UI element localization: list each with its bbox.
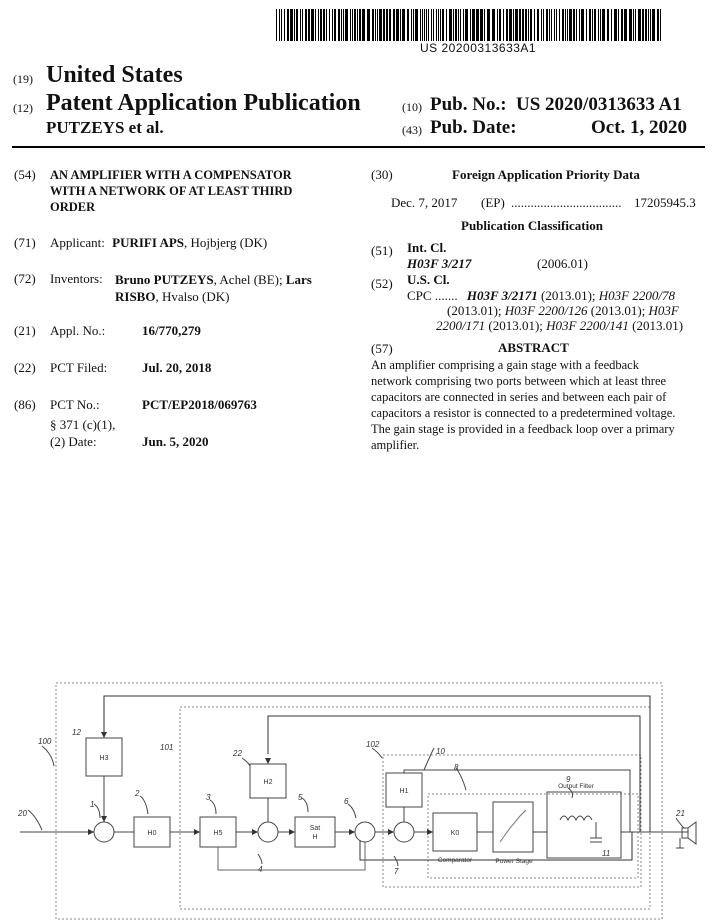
label-comparator: Comparator xyxy=(437,857,473,864)
abstract-body: An amplifier comprising a gain stage with a feedback network comprising two ports between which at least three capacitors are connected in series and between each pair of capacitors a resistor is connected to a predetermined voltage. The gain stage is provided in a feedback loop over a primary amplifier. xyxy=(371,358,676,452)
header-rule xyxy=(12,146,705,148)
ref-21: 21 xyxy=(676,809,685,818)
label-h2: H2 xyxy=(263,779,273,786)
ref-100: 100 xyxy=(38,737,52,746)
pub-no-label: Pub. No.: xyxy=(430,94,507,115)
ref-102: 102 xyxy=(366,740,380,749)
code-10: (10) xyxy=(402,100,422,114)
summing-node-6 xyxy=(355,822,375,842)
ref-8: 8 xyxy=(454,763,459,772)
pct-no-label: PCT No.: xyxy=(50,397,100,412)
label-sat: Sat xyxy=(309,825,321,832)
barcode xyxy=(276,9,662,41)
priority-dots: .................................. xyxy=(511,195,622,210)
invention-title: AN AMPLIFIER WITH A COMPENSATOR WITH A NETWORK OF AT LEAST THIRD ORDER xyxy=(50,168,293,214)
summing-node-1 xyxy=(94,822,114,842)
code-71: (71) xyxy=(14,235,36,250)
s371-date: Jun. 5, 2020 xyxy=(142,434,209,449)
label-power-stage: Power Stage xyxy=(495,858,533,865)
label-sat-h: H xyxy=(312,834,318,841)
block-diagram xyxy=(0,670,717,922)
code-12: (12) xyxy=(13,101,33,115)
ref-4: 4 xyxy=(258,865,263,874)
ref-2: 2 xyxy=(135,789,140,798)
ref-5: 5 xyxy=(298,793,303,802)
priority-date: Dec. 7, 2017 xyxy=(391,195,458,210)
barcode-number: US 20200313633A1 xyxy=(420,41,537,55)
ref-1: 1 xyxy=(90,800,95,809)
code-43: (43) xyxy=(402,123,422,137)
code-57: (57) xyxy=(371,341,393,356)
label-h3: H3 xyxy=(99,755,109,762)
us-cl-label: U.S. Cl. xyxy=(407,272,450,287)
cpc-line-1: CPC ....... H03F 3/2171 (2013.01); H03F 2200/78 xyxy=(407,288,675,303)
label-h0: H0 xyxy=(147,830,157,837)
pct-filed: Jul. 20, 2018 xyxy=(142,360,212,375)
ref-10: 10 xyxy=(436,747,445,756)
speaker-icon xyxy=(682,828,688,838)
label-k0: K0 xyxy=(450,830,460,837)
int-cl-year: (2006.01) xyxy=(537,256,588,271)
ref-20: 20 xyxy=(18,809,27,818)
summing-node-7 xyxy=(394,822,414,842)
inventors: Bruno PUTZEYS, Achel (BE); Lars RISBO, Hvalso (DK) xyxy=(115,272,312,304)
ref-3: 3 xyxy=(206,793,211,802)
code-52: (52) xyxy=(371,276,393,291)
ref-7: 7 xyxy=(394,867,399,876)
block-sat xyxy=(295,817,335,847)
int-cl-label: Int. Cl. xyxy=(407,240,447,255)
cpc-line-3: 2200/171 (2013.01); H03F 2200/141 (2013.01) xyxy=(436,318,684,333)
code-72: (72) xyxy=(14,271,36,286)
code-22: (22) xyxy=(14,360,36,375)
code-19: (19) xyxy=(13,72,33,86)
frame-101 xyxy=(180,707,650,909)
pct-filed-label: PCT Filed: xyxy=(50,360,108,375)
pct-no: PCT/EP2018/069763 xyxy=(142,397,257,412)
code-86: (86) xyxy=(14,397,36,412)
s371-line1: § 371 (c)(1), xyxy=(50,417,116,432)
priority-office: (EP) xyxy=(481,195,505,210)
country: United States xyxy=(46,62,183,88)
inventors-label: Inventors: xyxy=(50,271,103,286)
pub-no: US 2020/0313633 A1 xyxy=(516,94,682,115)
label-h1: H1 xyxy=(399,788,409,795)
applicant: Applicant: PURIFI APS, Hojbjerg (DK) xyxy=(50,235,268,250)
code-30: (30) xyxy=(371,167,393,182)
ref-22: 22 xyxy=(233,749,242,758)
feedback-line-h2 xyxy=(268,716,640,832)
code-21: (21) xyxy=(14,323,36,338)
ref-101: 101 xyxy=(160,743,174,752)
ref-6: 6 xyxy=(344,797,349,806)
block-power-stage xyxy=(493,802,533,852)
appl-no: 16/770,279 xyxy=(142,323,201,338)
pub-date-label: Pub. Date: xyxy=(430,117,517,138)
code-51: (51) xyxy=(371,243,393,258)
cpc-line-2: (2013.01); H03F 2200/126 (2013.01); H03F xyxy=(447,303,679,318)
document-type: Patent Application Publication xyxy=(46,90,361,116)
inductor-icon xyxy=(560,816,592,820)
label-output-filter: Output Filter xyxy=(558,783,594,790)
pub-class-heading: Publication Classification xyxy=(461,218,603,233)
pub-date: Oct. 1, 2020 xyxy=(591,117,688,138)
feedback-line-sum6 xyxy=(360,832,632,860)
priority-number: 17205945.3 xyxy=(634,195,696,210)
frame-100 xyxy=(56,683,662,919)
ref-12: 12 xyxy=(72,728,81,737)
foreign-heading: Foreign Application Priority Data xyxy=(452,167,640,182)
abstract-heading: ABSTRACT xyxy=(498,340,569,355)
int-cl-code: H03F 3/217 xyxy=(407,256,472,271)
code-54: (54) xyxy=(14,167,36,182)
appl-no-label: Appl. No.: xyxy=(50,323,106,338)
inventor-short: PUTZEYS et al. xyxy=(46,118,164,137)
ref-11: 11 xyxy=(602,849,611,858)
s371-line2: (2) Date: xyxy=(50,434,97,449)
summing-node-4 xyxy=(258,822,278,842)
label-h5: H5 xyxy=(213,830,223,837)
ref-9: 9 xyxy=(566,775,571,784)
